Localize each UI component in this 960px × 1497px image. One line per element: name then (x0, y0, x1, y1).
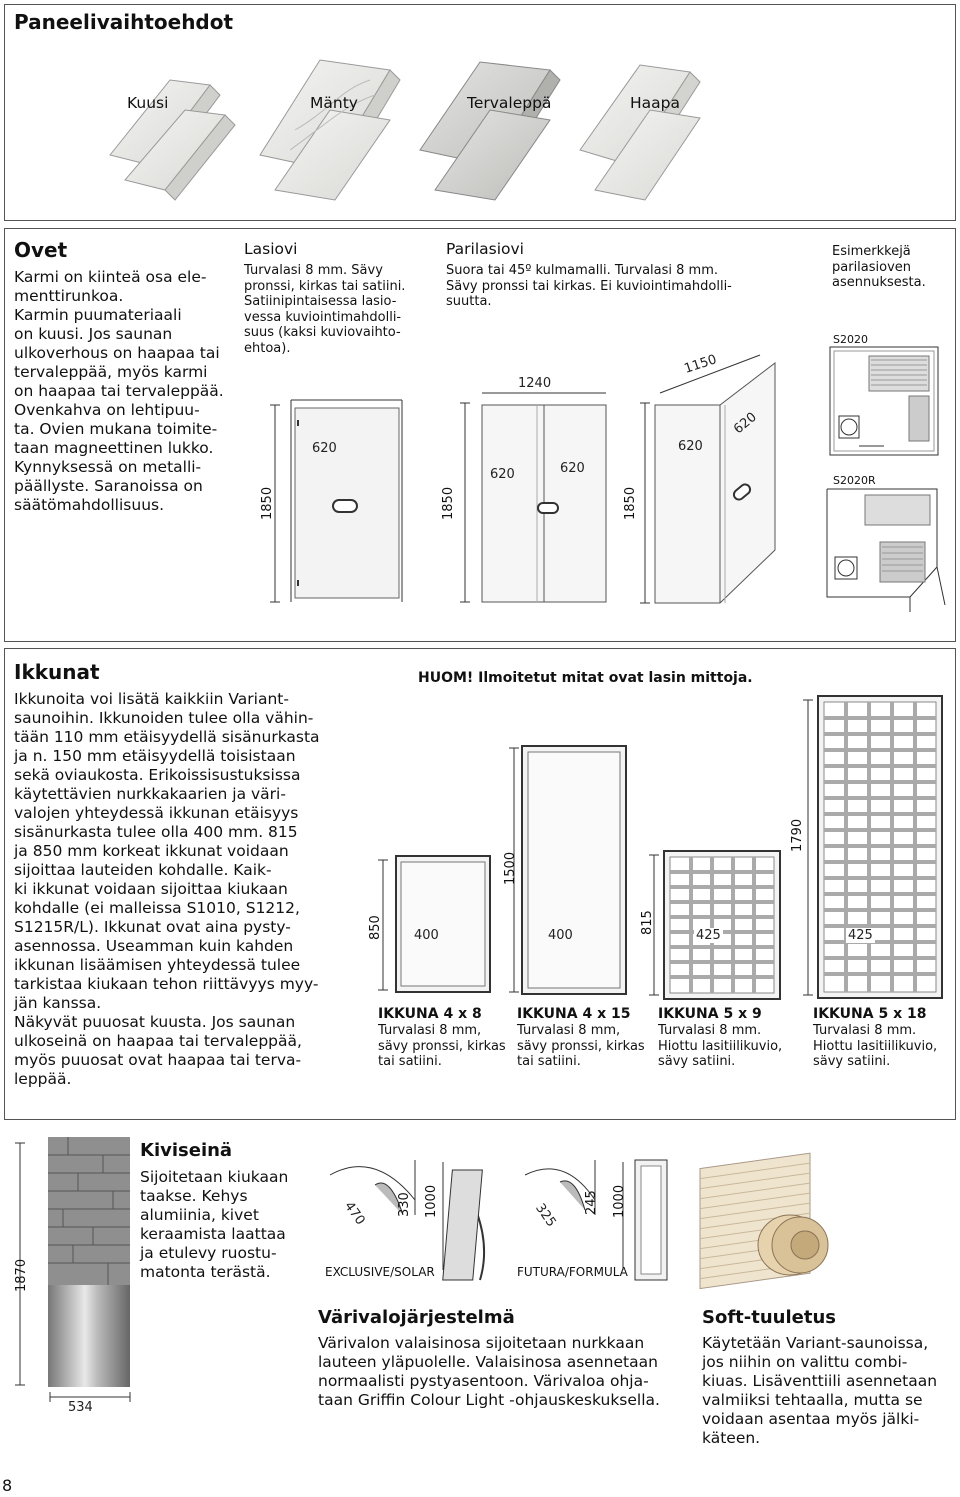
window-5x18-drawing (790, 690, 950, 1005)
window-4x8-width: 400 (414, 928, 439, 943)
window-4x15-name: IKKUNA 4 x 15 (517, 1006, 631, 1022)
window-4x15-height: 1500 (503, 851, 518, 885)
pair-door-height: 1850 (441, 486, 456, 520)
panel-type-label: Kuusi (127, 94, 169, 112)
window-5x9-width: 425 (696, 928, 721, 943)
exclusive-depth: 330 (397, 1192, 412, 1217)
window-4x15-desc: Turvalasi 8 mm, sävy pronssi, kirkas tai satiini. (517, 1023, 645, 1069)
exclusive-label: EXCLUSIVE/SOLAR (325, 1265, 435, 1279)
examples-title: Esimerkkejä parilasioven asennuksesta. (832, 244, 926, 290)
panel-boards-illustration (90, 50, 710, 210)
corner-door-total-width: 1150 (682, 352, 719, 377)
futura-height: 1000 (612, 1184, 627, 1218)
pair-door-title: Parilasiovi (446, 240, 524, 258)
glass-door-description: Turvalasi 8 mm. Sävy pronssi, kirkas tai satiini. Satiinipintaisessa lasio- vessa kuviointimahdolli- suus (kaksi kuviovaihto- ehtoa). (244, 263, 406, 356)
window-5x9-name: IKKUNA 5 x 9 (658, 1006, 762, 1022)
page-number: 8 (2, 1476, 13, 1495)
window-5x9-drawing (636, 845, 786, 1003)
window-4x15-width: 400 (548, 928, 573, 943)
glass-door-title: Lasiovi (244, 240, 298, 258)
sauna-plan-s2020 (829, 346, 941, 458)
windows-title: Ikkunat (14, 660, 100, 684)
doors-description: Karmi on kiinteä osa ele- menttirunkoa. Karmin puumateriaali on kuusi. Jos saunan ulkoverhous on haapaa tai tervaleppää, myös karmi on haapaa tai tervaleppää. Ovenkahva on lehtipuu- ta. Ovien mukana toimite- taan magneettinen lukko. Kynnyksessä on metalli- päällyste. Saranoissa on säätömahdollisuus. (14, 268, 224, 514)
panel-type-label: Mänty (310, 94, 358, 112)
futura-label: FUTURA/FORMULA (517, 1265, 628, 1279)
corner-door-left-width: 620 (678, 439, 703, 454)
soft-vent-illustration (690, 1135, 840, 1300)
stone-wall-width: 534 (68, 1400, 93, 1415)
corner-door-right-width: 620 (731, 409, 760, 438)
windows-note: HUOM! Ilmoitetut mitat ovat lasin mittoja. (418, 670, 753, 686)
window-5x9-desc: Turvalasi 8 mm. Hiottu lasitiilikuvio, sävy satiini. (658, 1023, 783, 1069)
color-light-title: Värivalojärjestelmä (318, 1307, 515, 1328)
soft-vent-description: Käytetään Variant-saunoissa, jos niihin on valittu combi- kiuas. Lisäventtiili asennetaan valmiiksi tehtaalla, mutta se voidaan asentaa myös jälki- käteen. (702, 1334, 938, 1447)
board-haapa (580, 65, 700, 200)
window-4x8-name: IKKUNA 4 x 8 (378, 1006, 482, 1022)
glass-door-height-label: 1850 (260, 486, 275, 520)
window-4x8-desc: Turvalasi 8 mm, sävy pronssi, kirkas tai satiini. (378, 1023, 506, 1069)
soft-vent-title: Soft-tuuletus (702, 1307, 836, 1328)
stone-wall-description: Sijoitetaan kiukaan taakse. Kehys alumiinia, kivet keraamista laattaa ja etulevy ruostu- matonta terästä. (140, 1168, 289, 1281)
color-light-description: Värivalon valaisinosa sijoitetaan nurkkaan lauteen yläpuolelle. Valaisinosa asennetaan normaalisti pystyasentoon. Värivaloa ohja- taan Griffin Colour Light -ohjauskeskuksella. (318, 1334, 660, 1409)
futura-radius: 325 (532, 1201, 559, 1230)
window-5x18-desc: Turvalasi 8 mm. Hiottu lasitiilikuvio, sävy satiini. (813, 1023, 938, 1069)
board-manty (260, 60, 400, 200)
window-4x8-drawing (368, 850, 498, 1000)
panel-options-title: Paneelivaihtoehdot (14, 10, 234, 34)
exclusive-radius: 470 (341, 1199, 368, 1228)
exclusive-height: 1000 (424, 1184, 439, 1218)
pair-door-description: Suora tai 45º kulmamalli. Turvalasi 8 mm. Sävy pronssi tai kirkas. Ei kuviointimahdolli- suutta. (446, 263, 732, 309)
window-4x15-drawing (498, 740, 633, 1002)
windows-description: Ikkunoita voi lisätä kaikkiin Variant- saunoihin. Ikkunoiden tulee olla vähin- tään 110 mm etäisyydellä sisänurkasta ja n. 150 mm etäisyydellä toisistaan sekä oviaukosta. Erikoissisustuksissa käytettävien nurkkakaarien ja väri- valojen yhteydessä ikkunan etäisyys sisänurkasta tulee olla 400 mm. 815 ja 850 mm korkeat ikkunat voidaan sijoittaa lauteiden kohdalle. Kaik- ki ikkunat voidaan sijoittaa kiukaan kohdalle (ei malleissa S1010, S1212, S1215R/L). Ikkunat ovat aina pysty- asennossa. Useamman kuin kahden ikkunan lisäämisen yhteydessä tulee tarkistaa kiukaan tehon riittävyys myy- jän kanssa. Näkyvät puuosat kuusta. Jos saunan ulkoseinä on haapaa tai tervaleppää, myös puuosat ovat haapaa tai terva- leppää. (14, 690, 320, 1088)
sauna-plan-s2020r (825, 487, 950, 617)
pair-door-total-width: 1240 (518, 376, 552, 391)
window-5x18-name: IKKUNA 5 x 18 (813, 1006, 927, 1022)
window-5x9-height: 815 (640, 910, 655, 935)
example-model-label: S2020R (833, 474, 876, 487)
corner-door-height: 1850 (623, 486, 638, 520)
panel-type-label: Tervaleppä (467, 94, 552, 112)
doors-title: Ovet (14, 238, 68, 262)
door-handle-icon (538, 503, 558, 513)
pair-door-left-width: 620 (490, 467, 515, 482)
example-model-label: S2020 (833, 333, 868, 346)
panel-type-label: Haapa (630, 94, 680, 112)
window-5x18-width: 425 (848, 928, 873, 943)
glass-door-width-label: 620 (312, 441, 337, 456)
stone-wall-height: 1870 (14, 1258, 29, 1292)
door-handle-icon (333, 500, 357, 512)
board-tervaleppa (420, 62, 560, 200)
window-4x8-height: 850 (368, 915, 383, 940)
pair-door-right-width: 620 (560, 461, 585, 476)
pair-door-corner-drawing (625, 345, 810, 620)
window-5x18-height: 1790 (790, 818, 805, 852)
futura-depth: 245 (584, 1190, 599, 1215)
pair-door-straight-drawing (445, 385, 615, 620)
stone-wall-title: Kiviseinä (140, 1140, 233, 1161)
glass-door-drawing (255, 390, 425, 620)
